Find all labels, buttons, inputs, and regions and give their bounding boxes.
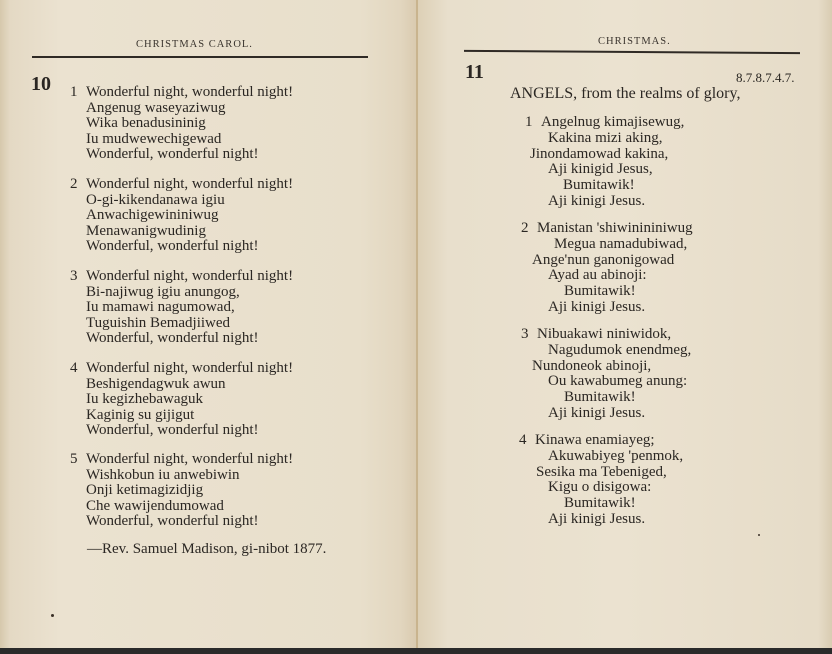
verse-line-text: Wonderful night, wonderful night! <box>86 268 294 284</box>
verse-line <box>86 513 259 529</box>
verse-line <box>532 252 674 268</box>
verse-line-text: Wishkobun iu anwebiwin <box>86 466 240 483</box>
verse-line <box>564 495 636 511</box>
verse-line-text: Bumitawik! <box>563 177 635 194</box>
verse-line-text: Bumitawik! <box>564 283 636 300</box>
verse-line-text: Che wawijendumowad <box>86 497 224 514</box>
verse-line <box>86 467 240 483</box>
verse-line-text: Wonderful night, wonderful night! <box>86 360 294 376</box>
verse-line <box>530 146 668 162</box>
verse-line-text: Akuwabiyeg 'penmok, <box>548 447 684 464</box>
verse-line <box>521 220 693 236</box>
verse-line <box>548 373 687 389</box>
verse-number: 3 <box>70 268 78 284</box>
verse-line-text: Bumitawik! <box>564 495 636 512</box>
verse-line-text: Bumitawik! <box>564 389 636 406</box>
header-rule-left <box>32 56 368 58</box>
verse-line-text: Aji kinigid Jesus, <box>548 161 653 178</box>
verse-line <box>548 342 691 358</box>
verse-line <box>86 100 226 116</box>
verse-line-text: Aji kinigi Jesus. <box>548 193 646 209</box>
verse-line-text: Angenug waseyaziwug <box>86 99 226 116</box>
left-page <box>0 0 417 648</box>
verse-number: 2 <box>70 176 78 192</box>
verse-line <box>554 236 687 252</box>
verse-line <box>86 115 206 131</box>
verse-line-text: Wonderful night, wonderful night! <box>86 176 294 192</box>
verse-line <box>86 330 259 346</box>
verse-line-text: Wonderful night, wonderful night! <box>86 451 294 467</box>
hymn-number-11: 11 <box>465 61 484 83</box>
verse-line <box>548 511 645 527</box>
verse-line <box>86 315 230 331</box>
verse-line-text: Manistan 'shiwinininiwug <box>537 220 693 236</box>
verse-number: 1 <box>525 114 533 130</box>
verse-line <box>548 405 645 421</box>
verse-line <box>86 299 235 315</box>
verse-line-text: Jinondamowad kakina, <box>530 145 669 162</box>
verse-line <box>564 283 636 299</box>
verse-line-text: Bi-najiwug igiu anungog, <box>86 283 240 300</box>
attribution: —Rev. Samuel Madison, gi-nibot 1877. <box>87 541 327 557</box>
verse-line <box>548 448 683 464</box>
verse-line-text: Nagudumok enendmeg, <box>548 341 692 358</box>
verse-line <box>70 268 293 284</box>
verse-line-text: Ayad au abinoji: <box>548 267 647 284</box>
verse-line <box>86 376 226 392</box>
hymn-number-10: 10 <box>31 73 51 95</box>
verse-line-text: Wonderful, wonderful night! <box>86 513 259 529</box>
verse-line <box>548 130 663 146</box>
verse-number: 5 <box>70 451 78 467</box>
verse-line-text: Aji kinigi Jesus. <box>548 299 646 315</box>
verse-line <box>86 146 259 162</box>
verse-line <box>70 360 293 376</box>
verse-line <box>70 84 293 100</box>
verse-line <box>86 207 218 223</box>
running-head-right: CHRISTMAS. <box>598 36 671 47</box>
verse-line <box>548 299 645 315</box>
verse-line-text: Wonderful night, wonderful night! <box>86 84 294 100</box>
verse-line <box>86 223 206 239</box>
verse-line <box>548 161 653 177</box>
verse-line-text: Wonderful, wonderful night! <box>86 422 259 438</box>
verse-line-text: Wonderful, wonderful night! <box>86 146 259 162</box>
verse-line <box>548 193 645 209</box>
verse-number: 4 <box>70 360 78 376</box>
verse-number: 1 <box>70 84 78 100</box>
running-head-left: CHRISTMAS CAROL. <box>136 39 253 50</box>
verse-line <box>86 482 203 498</box>
verse-line <box>86 422 259 438</box>
verse-line <box>86 407 194 423</box>
paper-speck <box>758 534 760 536</box>
verse-line-text: Iu mudwewechigewad <box>86 130 222 147</box>
verse-line-text: Wonderful, wonderful night! <box>86 238 259 254</box>
verse-line-text: Sesika ma Tebeniged, <box>536 463 667 480</box>
hymn-meter: 8.7.8.7.4.7. <box>736 70 795 85</box>
verse-line <box>536 464 667 480</box>
paper-speck <box>51 614 54 617</box>
verse-line <box>86 238 259 254</box>
verse-line-text: Ange'nun ganonigowad <box>532 251 675 268</box>
right-page <box>418 0 832 648</box>
verse-line-text: Tuguishin Bemadjiiwed <box>86 314 231 331</box>
verse-line-text: Kakina mizi aking, <box>548 129 663 146</box>
verse-line-text: Iu kegizhebawaguk <box>86 391 204 407</box>
verse-line <box>564 389 636 405</box>
verse-line <box>532 358 651 374</box>
verse-line-text: Aji kinigi Jesus. <box>548 511 646 527</box>
verse-line-text: Nundoneok abinoji, <box>532 357 652 374</box>
verse-number: 3 <box>521 326 529 342</box>
verse-line-text: Nibuakawi niniwidok, <box>537 326 672 342</box>
verse-line <box>86 131 221 147</box>
verse-line-text: Megua namadubiwad, <box>554 235 688 252</box>
hymn-11-first-line: ANGELS, from the realms of glory, <box>510 85 741 102</box>
verse-line-text: Beshigendagwuk awun <box>86 375 226 392</box>
header-rule-right <box>464 50 800 54</box>
verse-line-text: Angelnug kimajisewug, <box>541 114 685 130</box>
verse-line <box>521 326 671 342</box>
verse-number: 2 <box>521 220 529 236</box>
verse-line <box>86 192 225 208</box>
verse-line <box>70 176 293 192</box>
verse-line <box>563 177 635 193</box>
verse-line <box>525 114 684 130</box>
verse-line <box>86 498 224 514</box>
verse-line <box>86 391 203 407</box>
verse-line-text: Wonderful, wonderful night! <box>86 330 259 346</box>
verse-number: 4 <box>519 432 527 448</box>
verse-line <box>86 284 240 300</box>
verse-line-text: Kigu o disigowa: <box>548 479 652 496</box>
verse-line <box>70 451 293 467</box>
verse-line-text: Menawanigwudinig <box>86 222 206 239</box>
verse-line-text: O-gi-kikendanawa igiu <box>86 191 225 208</box>
verse-line-text: Kaginig su gijigut <box>86 406 195 423</box>
verse-line-text: Anwachigewininiwug <box>86 207 219 223</box>
verse-line-text: Onji ketimagizidjig <box>86 482 204 498</box>
verse-line-text: Iu mamawi nagumowad, <box>86 299 235 315</box>
verse-line-text: Ou kawabumeg anung: <box>548 373 688 390</box>
verse-line-text: Kinawa enamiayeg; <box>535 432 655 448</box>
verse-line <box>548 267 647 283</box>
verse-line <box>548 479 651 495</box>
verse-line <box>519 432 655 448</box>
verse-line-text: Aji kinigi Jesus. <box>548 405 646 421</box>
verse-line-text: Wika benadusininig <box>86 115 206 131</box>
